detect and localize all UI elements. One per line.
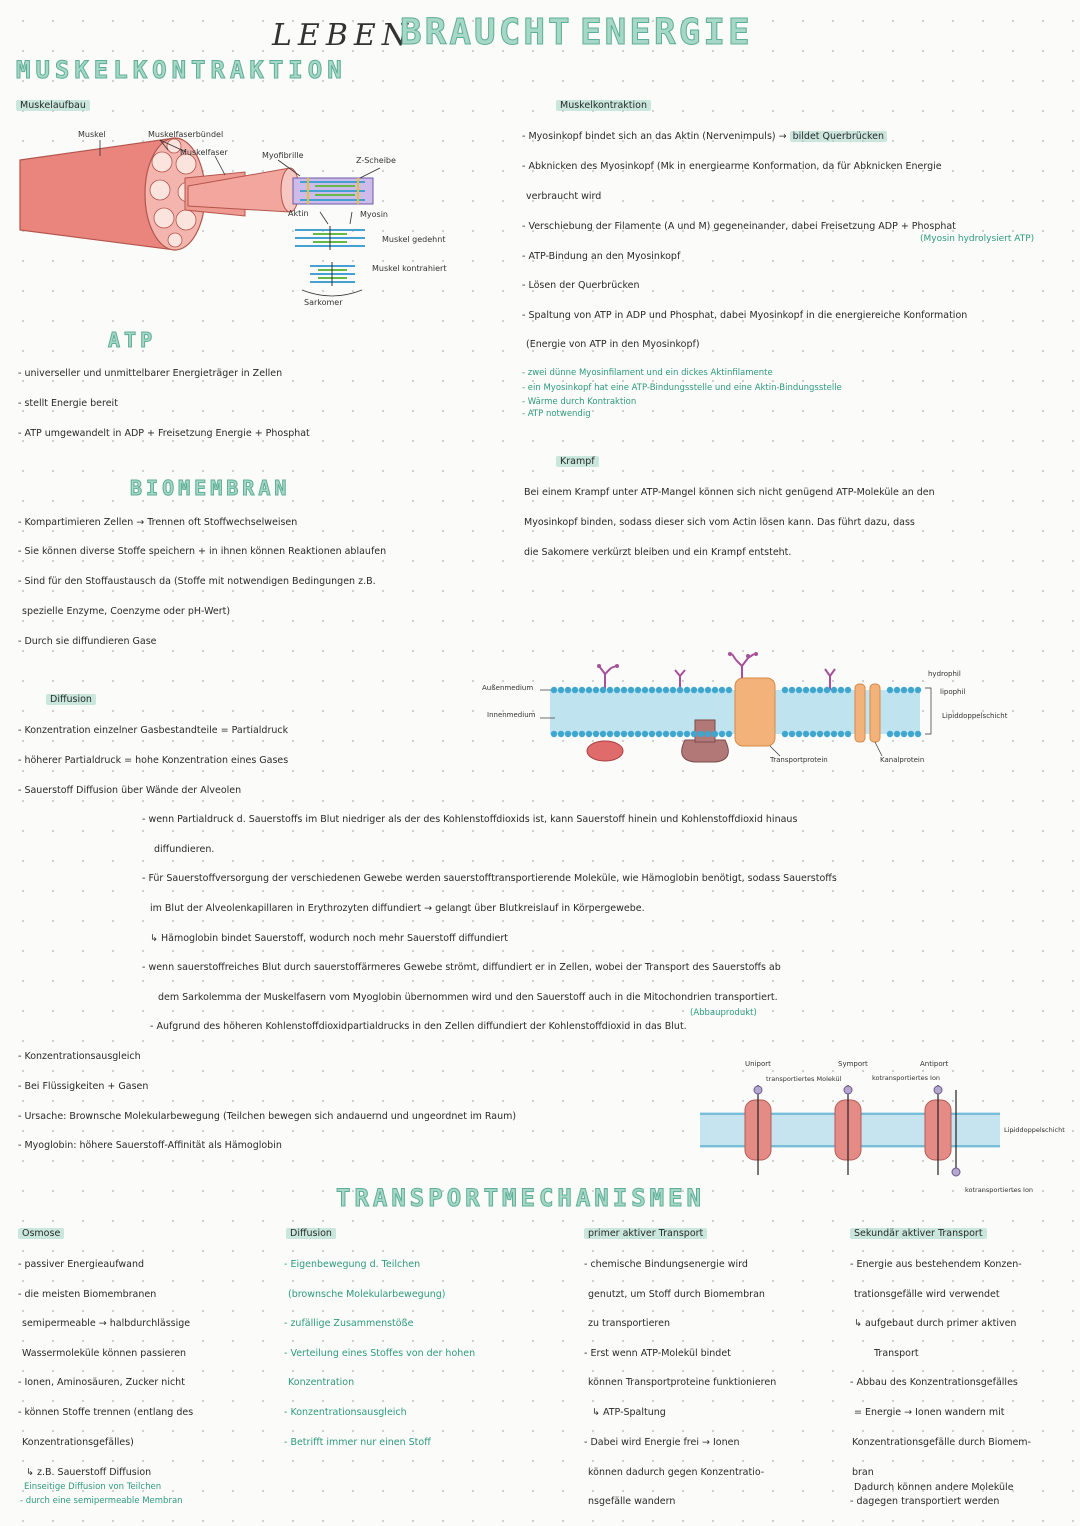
label-uniport: Uniport [745, 1060, 771, 1068]
primaer-line-6: ↳ ATP-Spaltung [592, 1407, 666, 1418]
label-kotransportiertes-ion: kotransportiertes Ion [872, 1074, 941, 1082]
krampf-line-1: Bei einem Krampf unter ATP-Mangel können sich nicht genügend ATP-Moleküle an den [524, 487, 935, 498]
diffusion-line-15: - Myoglobin: höhere Sauerstoff-Affinität als Hämoglobin [18, 1140, 282, 1151]
subhead-krampf: Krampf [556, 456, 599, 467]
section-muskelkontraktion: MUSKELKONTRAKTION [16, 56, 347, 84]
osmose-line-4: Wassermoleküle können passieren [22, 1348, 187, 1359]
osmose-line-3: semipermeable → halbdurchlässige [22, 1318, 191, 1329]
diffusion-line-12: - Konzentrationsausgleich [18, 1051, 141, 1062]
kontraktion-note-3: - Wärme durch Kontraktion [522, 397, 637, 407]
label-lipiddoppelschicht-2: Lipiddoppelschicht [1004, 1126, 1065, 1134]
kontraktion-line-1: - Myosinkopf bindet sich an das Aktin (Nervenimpuls) → bildet Querbrücken [522, 130, 887, 143]
diff2-line-3: - zufällige Zusammenstöße [284, 1318, 414, 1329]
primaer-line-5: können Transportproteine funktionieren [588, 1377, 777, 1388]
diff2-line-2: (brownsche Molekularbewegung) [288, 1289, 446, 1300]
kontraktion-line-7: - Spaltung von ATP in ADP und Phosphat, dabei Myosinkopf in die energiereiche Konformation [522, 310, 968, 321]
kontraktion-line-5: - ATP-Bindung an den Myosinkopf [522, 251, 681, 262]
sekundaer-line-6: = Energie → Ionen wandern mit [854, 1407, 1005, 1418]
primaer-line-1: - chemische Bindungsenergie wird [584, 1259, 748, 1270]
osmose-line-9: Einseitige Diffusion von Teilchen [24, 1482, 162, 1492]
primaer-line-9: nsgefälle wandern [588, 1496, 676, 1507]
diffusion-line-7: im Blut der Alveolenkapillaren in Erythrozyten diffundiert → gelangt über Blutkreislauf in Körpergewebe. [150, 903, 645, 914]
biomembran-line-5: - Durch sie diffundieren Gase [18, 636, 157, 647]
subhead-muskelkontraktion: Muskelkontraktion [556, 100, 651, 111]
primaer-line-7: - Dabei wird Energie frei → Ionen [584, 1437, 740, 1448]
osmose-line-6: - können Stoffe trennen (entlang des [18, 1407, 194, 1418]
biomembran-line-3: - Sind für den Stoffaustausch da (Stoffe mit notwendigen Bedingungen z.B. [18, 576, 376, 587]
label-muskel-kontrahiert: Muskel kontrahiert [372, 264, 447, 273]
label-lipophil: lipophil [940, 688, 966, 696]
subhead-primaer: primer aktiver Transport [584, 1228, 707, 1239]
diff2-line-7: - Betrifft immer nur einen Stoff [284, 1437, 431, 1448]
atp-line-3: - ATP umgewandelt in ADP + Freisetzung Energie + Phosphat [18, 428, 310, 439]
biomembran-line-4: spezielle Enzyme, Coenzyme oder pH-Wert) [22, 606, 231, 617]
atp-line-1: - universeller und unmittelbarer Energieträger in Zellen [18, 368, 283, 379]
primaer-line-4: - Erst wenn ATP-Molekül bindet [584, 1348, 731, 1359]
osmose-line-10: - durch eine semipermeable Membran [20, 1496, 183, 1506]
diff2-line-5: Konzentration [288, 1377, 355, 1388]
label-muskel-gedehnt: Muskel gedehnt [382, 235, 446, 244]
sekundaer-line-5: - Abbau des Konzentrationsgefälles [850, 1377, 1018, 1388]
kontraktion-line-3: verbraucht wird [526, 191, 602, 202]
osmose-line-7: Konzentrationsgefälles) [22, 1437, 134, 1448]
diffusion-line-9: - wenn sauerstoffreiches Blut durch sauerstoffärmeres Gewebe strömt, diffundiert er in Zellen, wobei der Transport des Sauerstoffs ab [142, 962, 781, 973]
label-kanalprotein: Kanalprotein [880, 756, 925, 764]
diffusion-line-11: - Aufgrund des höheren Kohlenstoffdioxidpartialdrucks in den Zellen diffundiert der Kohlenstoffdioxid in das Blut. [150, 1021, 687, 1032]
krampf-line-3: die Sakomere verkürzt bleiben und ein Krampf entsteht. [524, 547, 792, 558]
label-hydrophil: hydrophil [928, 670, 961, 678]
title-word-energie: ENERGIE [580, 12, 753, 53]
biomembran-line-1: - Kompartimieren Zellen → Trennen oft Stoffwechselweisen [18, 517, 298, 528]
kontraktion-note-1: - zwei dünne Myosinfilament und ein dickes Aktinfilamente [522, 368, 773, 378]
sekundaer-line-10: - dagegen transportiert werden [850, 1496, 1000, 1507]
label-muskelfaserbuendel: Muskelfaserbündel [148, 130, 224, 139]
label-transportiertes-molekuel: transportiertes Molekül [766, 1075, 842, 1083]
section-atp: ATP [108, 328, 157, 352]
kontraktion-note-2: - ein Myosinkopf hat eine ATP-Bindungsstelle und eine Aktin-Bindungsstelle [522, 383, 842, 393]
diffusion-line-8: ↳ Hämoglobin bindet Sauerstoff, wodurch noch mehr Sauerstoff diffundiert [150, 933, 509, 944]
title-word-leben: LEBEN [272, 18, 415, 53]
subhead-osmose: Osmose [18, 1228, 64, 1239]
diffusion-line-2: - höherer Partialdruck = hohe Konzentration eines Gases [18, 755, 289, 766]
label-antiport: Antiport [920, 1060, 949, 1068]
label-symport: Symport [838, 1060, 868, 1068]
section-transportmechanismen: TRANSPORTMECHANISMEN [336, 1184, 705, 1212]
krampf-line-2: Myosinkopf binden, sodass dieser sich vom Actin lösen kann. Das führt dazu, dass [524, 517, 915, 528]
osmose-line-5: - Ionen, Aminosäuren, Zucker nicht [18, 1377, 185, 1388]
sekundaer-line-7: Konzentrationsgefälle durch Biomem- [852, 1437, 1031, 1448]
kontraktion-line-8: (Energie von ATP in den Myosinkopf) [526, 339, 700, 350]
section-biomembran: BIOMEMBRAN [130, 476, 291, 500]
subhead-diffusion-2: Diffusion [286, 1228, 336, 1239]
title-word-braucht: BRAUCHT [400, 12, 573, 53]
atp-line-2: - stellt Energie bereit [18, 398, 118, 409]
diffusion-line-10b: (Abbauprodukt) [690, 1008, 757, 1018]
subhead-diffusion: Diffusion [46, 694, 96, 705]
diff2-line-4: - Verteilung eines Stoffes von der hohen [284, 1348, 476, 1359]
diffusion-line-3: - Sauerstoff Diffusion über Wände der Alveolen [18, 785, 242, 796]
kontraktion-line-2: - Abknicken des Myosinkopf (Mk in energiearme Konformation, da für Abknicken Energie [522, 161, 942, 172]
diffusion-line-13: - Bei Flüssigkeiten + Gasen [18, 1081, 149, 1092]
label-z-scheibe: Z-Scheibe [356, 156, 396, 165]
sekundaer-line-2: trationsgefälle wird verwendet [854, 1289, 1000, 1300]
diffusion-line-14: - Ursache: Brownsche Molekularbewegung (Teilchen bewegen sich andauernd und ungeordnet im Raum) [18, 1111, 517, 1122]
label-myofibrille: Myofibrille [262, 151, 304, 160]
label-transportprotein: Transportprotein [770, 756, 828, 764]
label-innenmedium: Innenmedium [487, 711, 536, 719]
diffusion-line-1: - Konzentration einzelner Gasbestandteile = Partialdruck [18, 725, 289, 736]
diffusion-line-6: - Für Sauerstoffversorgung der verschiedenen Gewebe werden sauerstofftransportierende Moleküle, wie Hämoglobin benötigt, sodass Sauerstoffs [142, 873, 837, 884]
kontraktion-note-4: - ATP notwendig [522, 409, 591, 419]
subhead-sekundaer: Sekundär aktiver Transport [850, 1228, 987, 1239]
kontraktion-line-4: - Verschiebung der Filamente (A und M) gegeneinander, dabei Freisetzung ADP + Phosphat [522, 221, 956, 232]
osmose-line-1: - passiver Energieaufwand [18, 1259, 145, 1270]
sekundaer-line-4: Transport [874, 1348, 919, 1359]
primaer-line-8: können dadurch gegen Konzentratio- [588, 1467, 765, 1478]
label-aussenmedium: Außenmedium [482, 684, 534, 692]
label-lipiddoppelschicht: Lipiddoppelschicht [942, 712, 1008, 720]
label-myosin: Myosin [360, 210, 388, 219]
primaer-line-3: zu transportieren [588, 1318, 670, 1329]
subhead-muskelaufbau: Muskelaufbau [16, 100, 90, 111]
sekundaer-line-1: - Energie aus bestehendem Konzen- [850, 1259, 1022, 1270]
sekundaer-line-9: Dadurch können andere Moleküle [854, 1482, 1014, 1493]
diffusion-line-4: - wenn Partialdruck d. Sauerstoffs im Blut niedriger als der des Kohlenstoffdioxids ist, kann Sauerstoff hinein und Kohlenstoffdioxid hinaus [142, 814, 798, 825]
sekundaer-line-8: bran [852, 1467, 874, 1478]
muscle-diagram [10, 120, 490, 320]
biomembran-line-2: - Sie können diverse Stoffe speichern + in ihnen können Reaktionen ablaufen [18, 546, 387, 557]
membrane-diagram [480, 640, 990, 770]
label-muskelfaser: Muskelfaser [180, 148, 228, 157]
diff2-line-6: - Konzentrationsausgleich [284, 1407, 407, 1418]
osmose-line-8: ↳ z.B. Sauerstoff Diffusion [26, 1467, 152, 1478]
diffusion-line-10: dem Sarkolemma der Muskelfasern vom Myoglobin übernommen wird und den Sauerstoff auch in die Mitochondrien transportiert. [158, 992, 778, 1003]
label-kotransportiertes-ion-2: kotransportiertes Ion [965, 1186, 1034, 1194]
primaer-line-2: genutzt, um Stoff durch Biomembran [588, 1289, 765, 1300]
transport-diagram [700, 1060, 1000, 1190]
kontraktion-line-6: - Lösen der Querbrücken [522, 280, 640, 291]
diff2-line-1: - Eigenbewegung d. Teilchen [284, 1259, 421, 1270]
diffusion-line-5: diffundieren. [154, 844, 215, 855]
label-muskel: Muskel [78, 130, 106, 139]
osmose-line-2: - die meisten Biomembranen [18, 1289, 157, 1300]
kontraktion-line-4b: (Myosin hydrolysiert ATP) [920, 234, 1035, 244]
sekundaer-line-3: ↳ aufgebaut durch primer aktiven [854, 1318, 1017, 1329]
label-sarkomer: Sarkomer [304, 298, 343, 307]
label-aktin: Aktin [288, 209, 309, 218]
